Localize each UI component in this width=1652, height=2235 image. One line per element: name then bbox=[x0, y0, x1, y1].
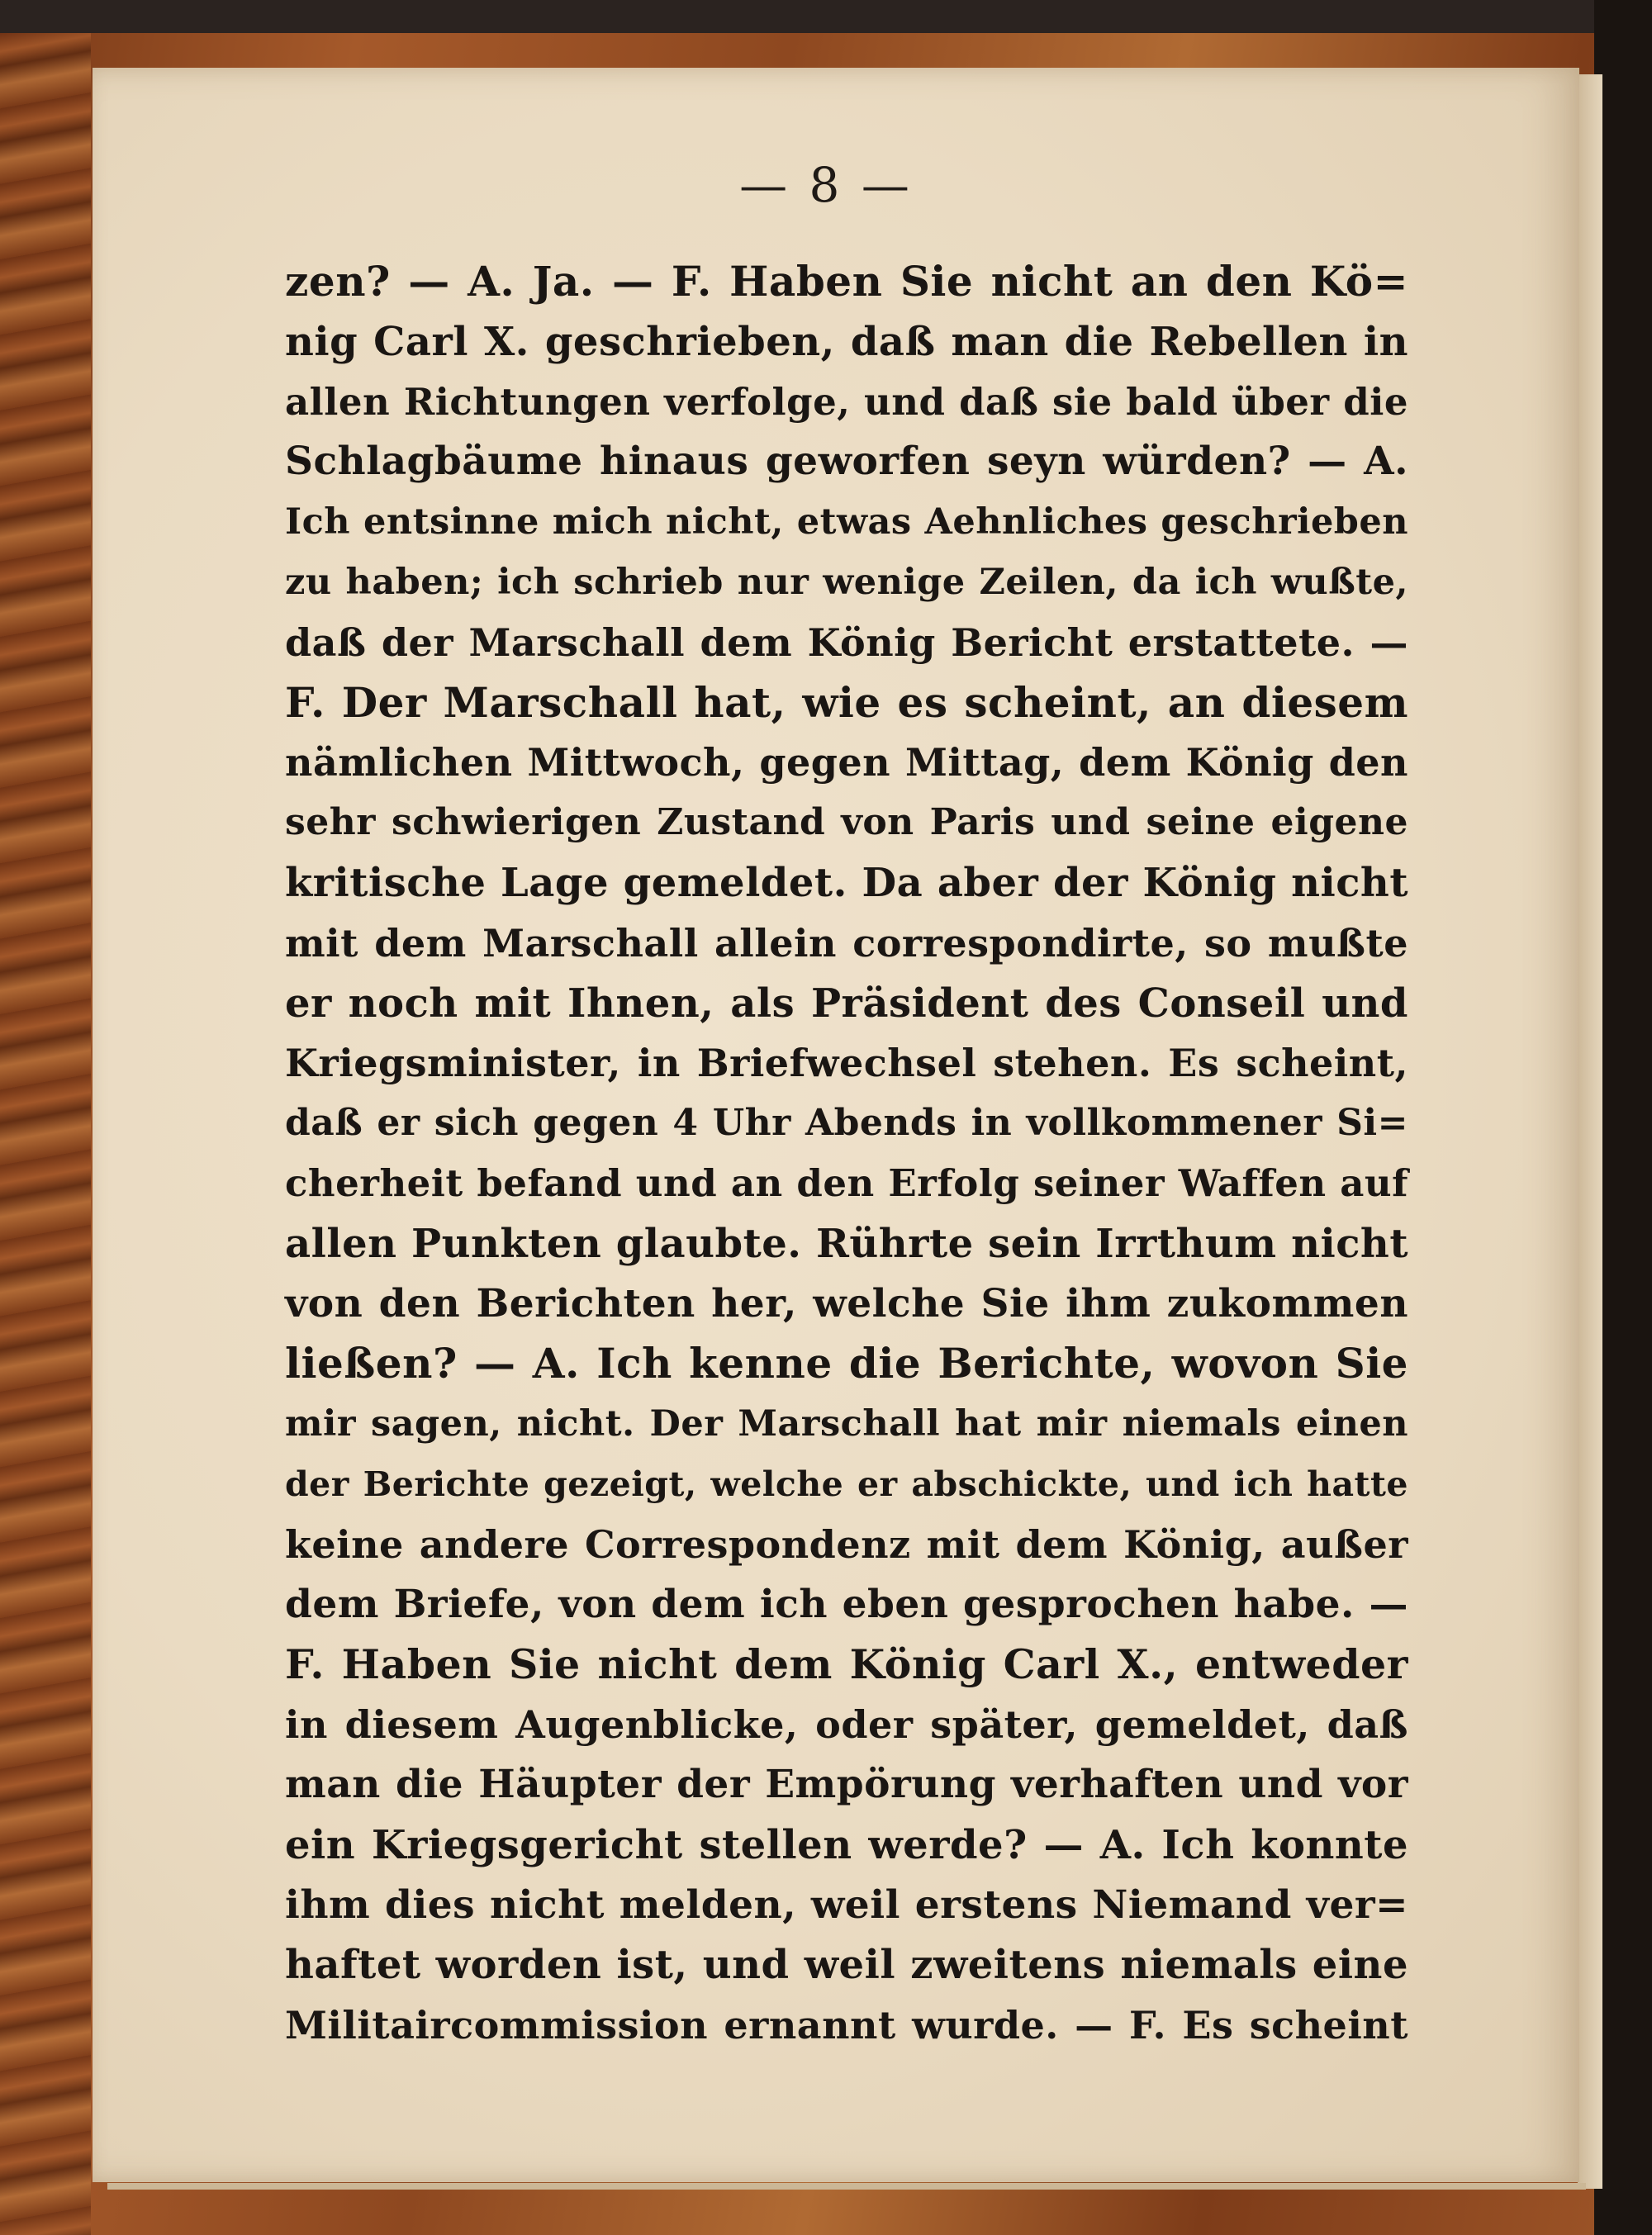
text-line: haftet worden ist, und weil zweitens niemals eine bbox=[285, 1942, 1408, 1989]
text-line: mir sagen, nicht. Der Marschall hat mir niemals einen bbox=[285, 1403, 1408, 1445]
text-line: ihm dies nicht melden, weil erstens Niemand ver= bbox=[285, 1881, 1408, 1928]
text-line: in diesem Augenblicke, oder später, gemeldet, daß bbox=[285, 1702, 1408, 1748]
text-line: dem Briefe, von dem ich eben gesprochen habe. — bbox=[285, 1581, 1408, 1627]
text-line: nig Carl X. geschrieben, daß man die Rebellen in bbox=[285, 318, 1408, 365]
text-line: F. Der Marschall hat, wie es scheint, an diesem bbox=[285, 677, 1408, 727]
text-line: er noch mit Ihnen, als Präsident des Conseil und bbox=[285, 980, 1408, 1027]
text-line: nämlichen Mittwoch, gegen Mittag, dem König den bbox=[285, 740, 1408, 785]
page-stack-edge bbox=[107, 2183, 1586, 2190]
text-line: man die Häupter der Empörung verhaften und vor bbox=[285, 1761, 1408, 1807]
background-right bbox=[1594, 0, 1652, 2235]
text-line: kritische Lage gemeldet. Da aber der König nicht bbox=[285, 859, 1408, 906]
page-body-text bbox=[285, 252, 1408, 2056]
book-cover-edge bbox=[0, 33, 91, 2235]
text-line: von den Berichten her, welche Sie ihm zukommen bbox=[285, 1280, 1408, 1326]
text-line: ließen? — A. Ich kenne die Berichte, wovon Sie bbox=[285, 1339, 1408, 1388]
text-line: allen Richtungen verfolge, und daß sie bald über die bbox=[285, 379, 1408, 424]
text-line: Schlagbäume hinaus geworfen seyn würden? — A. bbox=[285, 439, 1408, 485]
text-line: allen Punkten glaubte. Rührte sein Irrthum nicht bbox=[285, 1220, 1408, 1267]
text-line: sehr schwierigen Zustand von Paris und seine eigene bbox=[285, 801, 1408, 844]
text-line: keine andere Correspondenz mit dem König, außer bbox=[285, 1521, 1408, 1567]
text-line: der Berichte gezeigt, welche er abschickte, und ich hatte bbox=[285, 1464, 1408, 1504]
text-line: ein Kriegsgericht stellen werde? — A. Ich konnte bbox=[285, 1821, 1408, 1868]
text-line: Kriegsminister, in Briefwechsel stehen. Es scheint, bbox=[285, 1041, 1408, 1086]
text-line: daß der Marschall dem König Bericht erstattete. — bbox=[285, 619, 1408, 665]
text-line: zen? — A. Ja. — F. Haben Sie nicht an den Kö= bbox=[285, 257, 1408, 306]
text-line: mit dem Marschall allein correspondirte, so mußte bbox=[285, 920, 1408, 966]
text-line: cherheit befand und an den Erfolg seiner Waffen auf bbox=[285, 1160, 1408, 1205]
page-number: — 8 — bbox=[739, 157, 913, 213]
text-line: daß er sich gegen 4 Uhr Abends in vollkommener Si= bbox=[285, 1102, 1408, 1145]
text-line: Ich entsinne mich nicht, etwas Aehnliches geschrieben bbox=[285, 501, 1408, 543]
text-line: F. Haben Sie nicht dem König Carl X., entweder bbox=[285, 1640, 1408, 1689]
text-line: Militaircommission ernannt wurde. — F. Es scheint bbox=[285, 2003, 1408, 2048]
facing-page-edge bbox=[1578, 74, 1602, 2189]
text-line: zu haben; ich schrieb nur wenige Zeilen, da ich wußte, bbox=[285, 561, 1408, 603]
